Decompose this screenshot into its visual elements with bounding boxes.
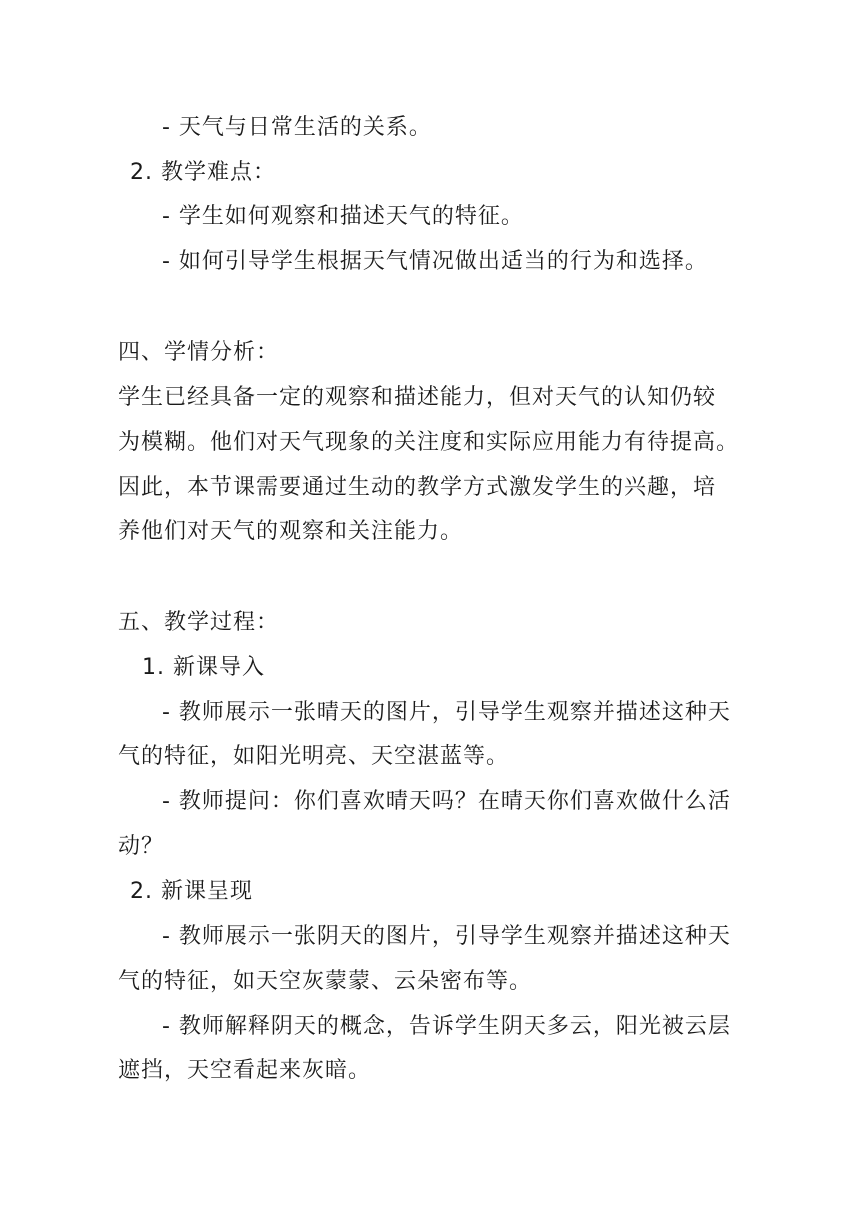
bullet-line: - 教师解释阴天的概念，告诉学生阴天多云，阳光被云层 <box>162 1014 731 1039</box>
section-item-heading: 2. 教学难点： <box>130 160 276 185</box>
bullet-line: - 如何引导学生根据天气情况做出适当的行为和选择。 <box>162 249 708 274</box>
bullet-line: - 教师展示一张阴天的图片，引导学生观察并描述这种天 <box>162 924 731 949</box>
bullet-line: - 教师提问：你们喜欢晴天吗？在晴天你们喜欢做什么活 <box>162 789 731 814</box>
section-item-heading: 2. 新课呈现 <box>130 879 253 904</box>
bullet-line: - 教师展示一张晴天的图片，引导学生观察并描述这种天 <box>162 700 731 725</box>
bullet-line: - 天气与日常生活的关系。 <box>162 115 432 140</box>
section-heading: 五、教学过程： <box>118 610 280 635</box>
paragraph-line: 气的特征，如阳光明亮、天空湛蓝等。 <box>118 744 510 769</box>
paragraph-line: 养他们对天气的观察和关注能力。 <box>118 519 464 544</box>
paragraph-line: 为模糊。他们对天气现象的关注度和实际应用能力有待提高。 <box>118 430 740 455</box>
paragraph-line: 学生已经具备一定的观察和描述能力，但对天气的认知仍较 <box>118 385 717 410</box>
section-item-heading: 1. 新课导入 <box>142 655 265 680</box>
paragraph-line: 因此，本节课需要通过生动的教学方式激发学生的兴趣，培 <box>118 475 717 500</box>
bullet-line: - 学生如何观察和描述天气的特征。 <box>162 204 524 229</box>
paragraph-line: 遮挡，天空看起来灰暗。 <box>118 1058 372 1083</box>
paragraph-line: 气的特征，如天空灰蒙蒙、云朵密布等。 <box>118 969 533 994</box>
paragraph-line: 动？ <box>118 834 165 859</box>
section-heading: 四、学情分析： <box>118 340 280 365</box>
